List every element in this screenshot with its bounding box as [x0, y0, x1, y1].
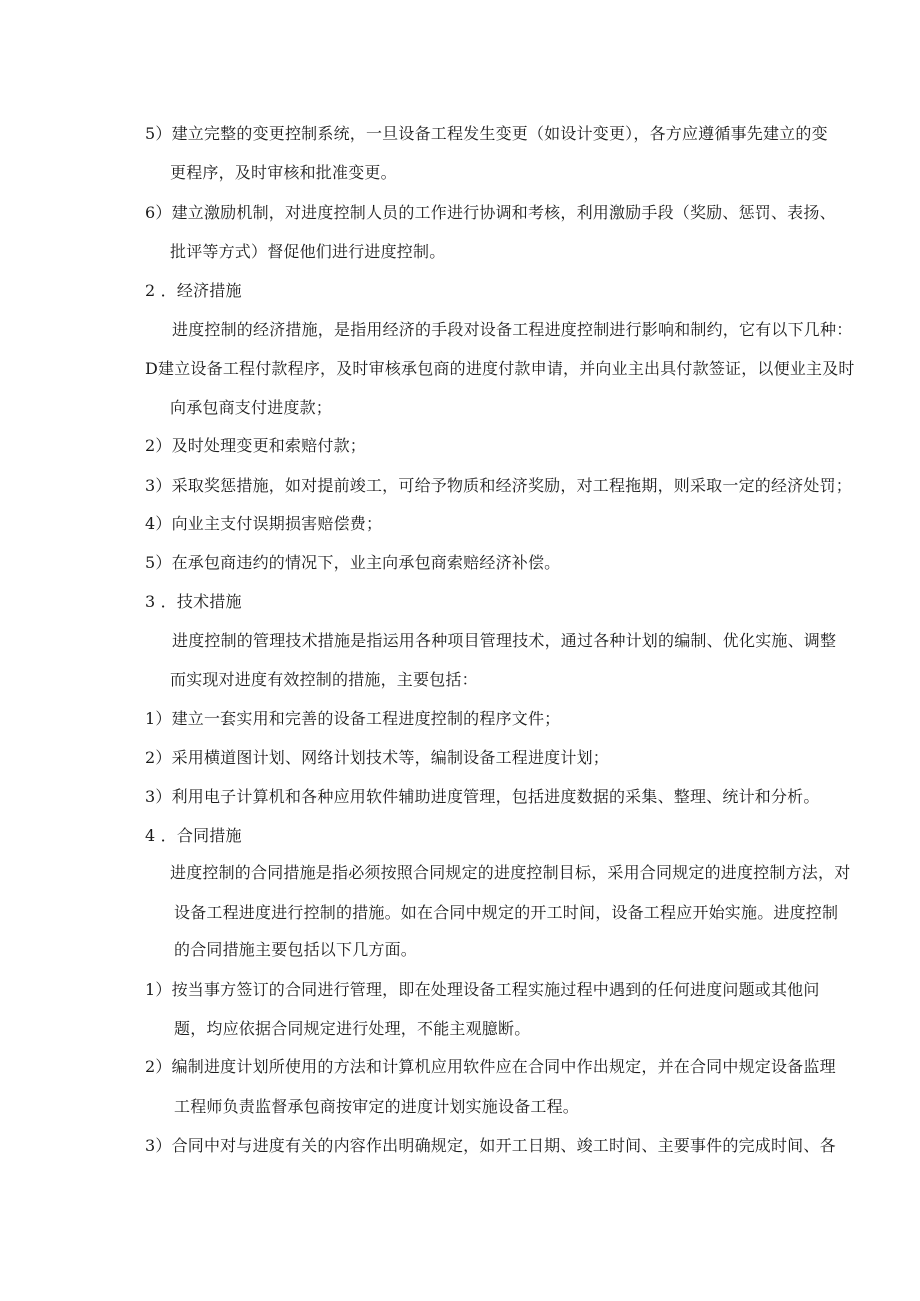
- list-item-text: 2）编制进度计划所使用的方法和计算机应用软件应在合同中作出规定，并在合同中规定设备监理: [145, 1057, 836, 1076]
- list-item-text: 6）建立激励机制，对进度控制人员的工作进行协调和考核，利用激励手段（奖励、惩罚、表扬、: [145, 203, 836, 222]
- list-item-text: 1）按当事方签订的合同进行管理，即在处理设备工程实施过程中遇到的任何进度问题或其他问: [145, 980, 820, 999]
- paragraph-text: 进度控制的经济措施，是指用经济的手段对设备工程进度控制进行影响和制约，它有以下几种：: [172, 320, 853, 339]
- list-item-text: 1）建立一套实用和完善的设备工程进度控制的程序文件；: [145, 709, 561, 728]
- list-item-text: 4）向业主支付误期损害赔偿费；: [145, 514, 383, 533]
- list-item-text: 3）采取奖惩措施，如对提前竣工，可给予物质和经济奖励，对工程拖期，则采取一定的经济处罚；: [145, 476, 852, 495]
- paragraph-text: 设备工程进度进行控制的措施。如在合同中规定的开工时间，设备工程应开始实施。进度控制: [174, 903, 839, 922]
- section-heading: 4 ．合同措施: [145, 826, 242, 845]
- list-item-text: 2）采用横道图计划、网络计划技术等，编制设备工程进度计划；: [145, 748, 609, 767]
- list-item-continuation: 更程序，及时审核和批准变更。: [170, 163, 397, 182]
- list-item-text: 2）及时处理变更和索赔付款；: [145, 436, 366, 455]
- list-item-text: 5）建立完整的变更控制系统，一旦设备工程发生变更（如设计变更），各方应遵循事先建立的变: [145, 124, 828, 143]
- list-item-continuation: 向承包商支付进度款；: [170, 398, 333, 417]
- paragraph-text: 进度控制的合同措施是指必须按照合同规定的进度控制目标，采用合同规定的进度控制方法，对: [170, 863, 851, 882]
- list-item-text: D建立设备工程付款程序，及时审核承包商的进度付款申请，并向业主出具付款签证，以便业主及时: [145, 359, 855, 378]
- section-heading: 3 ．技术措施: [145, 592, 242, 611]
- paragraph-text: 的合同措施主要包括以下几方面。: [174, 940, 418, 959]
- section-heading: 2 ．经济措施: [145, 281, 242, 300]
- list-item-text: 5）在承包商违约的情况下，业主向承包商索赔经济补偿。: [145, 553, 561, 572]
- paragraph-text: 进度控制的管理技术措施是指运用各种项目管理技术，通过各种计划的编制、优化实施、调整: [172, 631, 837, 650]
- list-item-continuation: 批评等方式）督促他们进行进度控制。: [170, 242, 446, 261]
- list-item-text: 3）利用电子计算机和各种应用软件辅助进度管理，包括进度数据的采集、整理、统计和分析。: [145, 787, 820, 806]
- list-item-continuation: 工程师负责监督承包商按审定的进度计划实施设备工程。: [174, 1097, 580, 1116]
- list-item-continuation: 题，均应依据合同规定进行处理，不能主观臆断。: [174, 1019, 531, 1038]
- list-item-text: 3）合同中对与进度有关的内容作出明确规定，如开工日期、竣工时间、主要事件的完成时间、各: [145, 1136, 836, 1155]
- paragraph-text: 而实现对进度有效控制的措施，主要包括：: [170, 670, 478, 689]
